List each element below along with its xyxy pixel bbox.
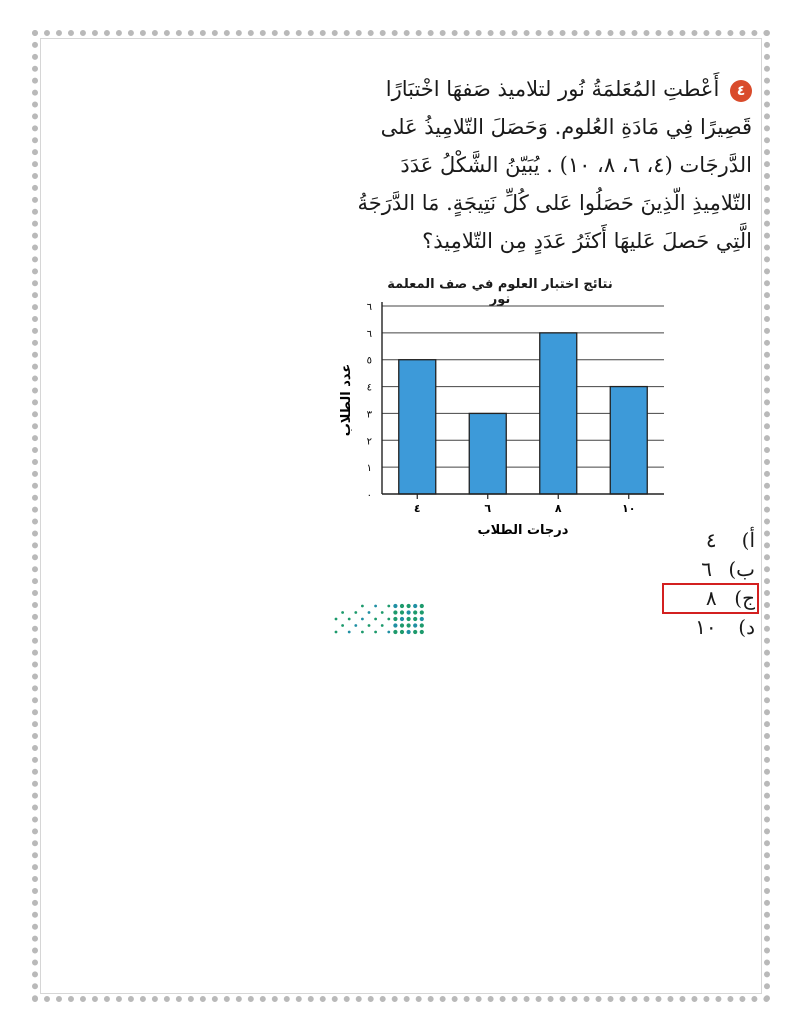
logo-dot <box>420 604 424 608</box>
y-tick-label: ٦ <box>366 328 372 340</box>
logo-dot <box>393 630 397 634</box>
x-tick-label: ٤ <box>413 502 421 515</box>
logo-dot <box>407 630 411 634</box>
logo-dot <box>407 623 411 627</box>
option-value: ٦ <box>701 557 712 581</box>
x-axis-label: درجات الطلاب <box>477 523 569 538</box>
option-letter: ج) <box>734 586 755 610</box>
logo-dot <box>420 630 424 634</box>
question-block <box>340 70 752 260</box>
logo-dot <box>341 624 344 627</box>
logo-dot <box>374 631 377 634</box>
logo-dot <box>361 618 364 621</box>
y-tick-label: ٥ <box>366 355 372 367</box>
logo-dot <box>354 624 357 627</box>
logo-dot <box>400 604 404 608</box>
logo-dot <box>335 618 338 621</box>
logo-dot <box>413 623 417 627</box>
logo-dot <box>393 623 397 627</box>
bar <box>610 387 647 494</box>
logo-dot <box>361 631 364 634</box>
y-tick-label: ٦ <box>366 302 372 313</box>
logo-dot <box>348 618 351 621</box>
logo-dot <box>381 611 384 614</box>
logo-dot <box>387 618 390 621</box>
logo-dot <box>374 605 377 608</box>
option-d[interactable] <box>655 613 755 642</box>
logo-dot <box>387 631 390 634</box>
logo-dot <box>413 617 417 621</box>
logo-dot <box>420 610 424 614</box>
logo-dot <box>341 611 344 614</box>
logo-dot <box>348 631 351 634</box>
logo-dot <box>413 610 417 614</box>
option-letter: ب) <box>728 557 755 581</box>
y-tick-label: ٢ <box>366 436 372 448</box>
y-tick-label: ١ <box>366 463 372 475</box>
bar <box>540 333 577 494</box>
logo-dot <box>413 604 417 608</box>
x-tick-label: ١٠ <box>622 502 636 515</box>
logo-dot <box>400 617 404 621</box>
ministry-logo-icon <box>332 603 432 643</box>
option-letter: د) <box>738 615 755 639</box>
bar <box>399 360 436 494</box>
logo-dot <box>361 605 364 608</box>
x-tick-label: ٨ <box>554 502 562 515</box>
chart-title: نتائج اختبار العلوم في صف المعلمة نور <box>387 277 613 307</box>
logo-dot <box>400 610 404 614</box>
option-b[interactable] <box>655 555 755 584</box>
bar-chart <box>334 294 674 544</box>
option-c[interactable] <box>663 584 758 613</box>
logo-dot <box>407 604 411 608</box>
bar <box>469 413 506 494</box>
logo-dot <box>335 631 338 634</box>
logo-dot <box>381 624 384 627</box>
logo-dot <box>393 610 397 614</box>
answer-options <box>655 526 755 642</box>
logo-dot <box>374 618 377 621</box>
y-tick-label: ٠ <box>366 490 372 501</box>
option-value: ٨ <box>705 586 717 610</box>
option-value: ٤ <box>705 528 717 552</box>
option-value: ١٠ <box>695 615 717 639</box>
question-number-badge: ٤ <box>730 80 752 102</box>
x-tick-label: ٦ <box>484 502 492 515</box>
question-text: أَعْطتِ المُعَلمَةُ نُور لتلاميذ صَفهَا اخْتبَارًا قَصِيرًا فِي مَادَةِ العُلوم. وَحَصَلَ التّلامِيذُ عَلى الدَّرجَات (٤، ٦، ٨، ١٠) . يُبَيّنُ الشَّكْلُ عَدَدَ التّلامِيذِ الّذِينَ حَصَلُوا عَلى كُلِّ نَتِيجَةٍ. مَا الدَّرَجَةُ الَّتِي حَصلَ عَليهَا أَكثَرُ عَدَدٍ مِن التّلامِيذ؟ <box>357 77 752 253</box>
logo-dot <box>387 605 390 608</box>
logo-dot <box>354 611 357 614</box>
logo-dot <box>368 611 371 614</box>
logo-dot <box>407 610 411 614</box>
logo-dot <box>400 630 404 634</box>
y-tick-label: ٤ <box>366 382 372 394</box>
logo-dot <box>420 617 424 621</box>
logo-dot <box>420 623 424 627</box>
logo-dot <box>393 617 397 621</box>
logo-dot <box>413 630 417 634</box>
logo-dot <box>368 624 371 627</box>
logo-dot <box>393 604 397 608</box>
option-letter: أ) <box>741 528 755 552</box>
y-tick-label: ٣ <box>366 409 372 421</box>
option-a[interactable] <box>655 526 755 555</box>
y-axis-label: عدد الطلاب <box>339 363 354 437</box>
logo-dot <box>407 617 411 621</box>
logo-dot <box>400 623 404 627</box>
